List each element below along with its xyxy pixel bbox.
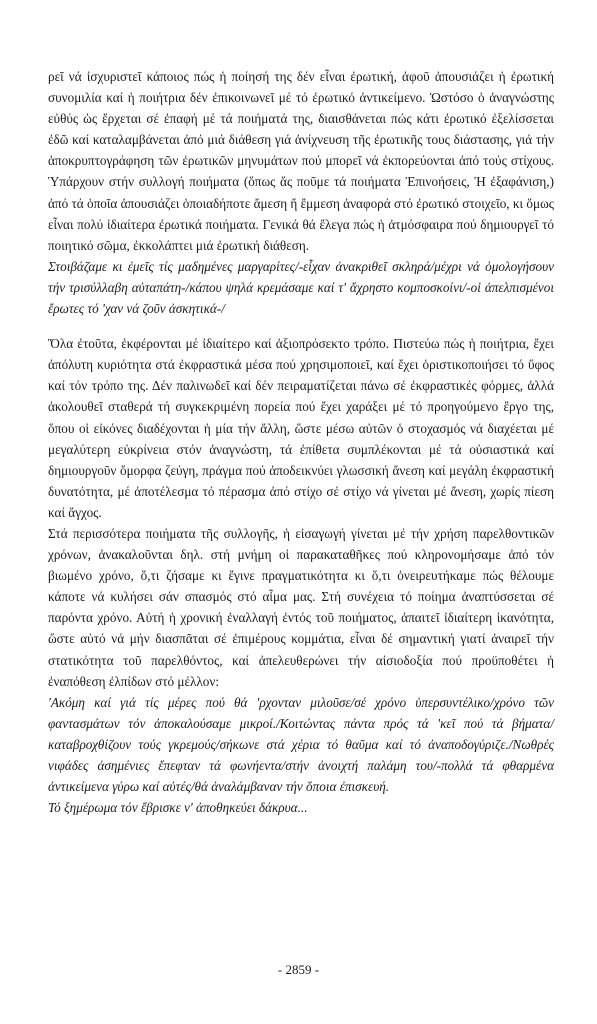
body-paragraph: ρεῖ νά ἰσχυριστεῖ κάποιος πώς ἡ ποίησή της δέν εἶναι ἐρωτική, ἀφοῦ ἀπουσιάζει ἡ ἐρωτική συνομιλία καί ἡ ποιήτρια δέν ἐπικοινωνεῖ μέ τό ἐρωτικό ἀντικείμενο. Ὡστόσο ὁ ἀναγνώστης εὐθύς ὡς ἔρχεται σέ ἐπαφή μέ τά ποιήματά της, διαισθάνεται πώς κάτι ἐρωτικό ἐξελίσσεται ἐδῶ καί καταλαμβάνεται ἀπό μιά διάθεση γιά ἀνίχνευση τῆς ἐρωτικῆς τους διάστασης, γιά τήν ἀποκρυπτογράφηση τῶν ἐρωτικῶν μηνυμάτων πού μπορεῖ νά ἐκπορεύονται ἀπό τούς στίχους. Ὑπάρχουν στήν συλλογή ποιήματα (ὅπως ἄς ποῦμε τά ποιήματα Ἐπινοήσεις, Ἡ ἐξαφάνιση,) ἀπό τά ὁποῖα ἀπουσιάζει ὁποιαδήποτε ἄμεση ἤ ἔμμεση ἀναφορά στό ἐρωτικό στοιχεῖο, κι ὅμως εἶναι πολύ ἰδιαίτερα ἐρωτικά ποιήματα. Γενικά θά ἔλεγα πώς ἡ ἀτμόσφαιρα πού δημιουργεῖ τό ποιητικό σῶμα, ἐκκολάπτει μιά ἐρωτική διάθεση. xyxy=(48,69,554,253)
body-paragraph: Στά περισσότερα ποιήματα τῆς συλλογῆς, ἡ εἰσαγωγή γίνεται μέ τήν χρήση παρελθοντικῶν χρόνων, ἀνακαλοῦνται δηλ. στή μνήμη οἱ παρακαταθῆκες πού κληρονομήσαμε ἀπό τόν βιωμένο χρόνο, ὅ,τι ζήσαμε κι ἔγινε πραγματικότητα κι ὅ,τι ὀνειρευτήκαμε πώς θέλουμε κάποτε νά κυλήσει σάν σπασμός στό αἷμα μας. Στή συνέχεια τό ποίημα ἀναπτύσσεται σέ παρόντα χρόνο. Αὐτή ἡ χρονική ἐναλλαγή ἐντός τοῦ ποιήματος, ἀπαιτεῖ ἰδιαίτερη ἱκανότητα, ὥστε αὐτό νά μήν διασπᾶται σέ ἐπιμέρους κομμάτια, εἶναι δέ σημαντική γιατί ἀναιρεῖ τήν στατικότητα τοῦ παρελθόντος, καί ἀπελευθερώνει τήν αἰσιοδοξία πού προϋποθέτει ἡ ἐναπόθεση ἐλπίδων στό μέλλον: xyxy=(48,525,554,689)
paragraph-gap xyxy=(48,319,554,333)
poem-quote-closing: Τό ξημέρωμα τόν ἔβρισκε ν' ἀποθηκεύει δάκρυα... xyxy=(48,800,308,816)
page-number: - 2859 - xyxy=(277,962,320,977)
document-page xyxy=(48,66,554,818)
poem-quote: Στοιβάζαμε κι ἐμεῖς τίς μαδημένες μαργαρίτες/-εἶχαν ἀνακριθεῖ σκληρά/μέχρι νά ὁμολογήσουν τήν τρισύλλαβη αὐταπάτη-/κάπου ψηλά κρεμάσαμε καί τ' ἄχρηστο κομποσκοίνι/-οἱ ἀπελπισμένοι ἔρωτες τό 'χαν νά ζοῦν ἀσκητικά-/ xyxy=(48,258,554,317)
body-paragraph: Ὅλα ἐτοῦτα, ἐκφέρονται μέ ἰδιαίτερο καί ἀξιοπρόσεκτο τρόπο. Πιστεύω πώς ἡ ποιήτρια, ἔχει ἀπόλυτη κυριότητα στά ἐκφραστικά μέσα πού χρησιμοποιεῖ, καί ἔχει ὁριστικοποιήσει τό ὕφος καί τόν τρόπο της. Δέν παλινωδεῖ καί δέν πειραματίζεται πάνω σέ ἐκφραστικές φόρμες, ἀλλά ἀκολουθεῖ σταθερά τή συγκεκριμένη πορεία πού ἔχει χαράξει μέ τό προηγούμενο ἔργο της, ὅπου οἱ εἰκόνες διαδέχονται ἡ μία τήν ἄλλη, ὥστε μέσω αὐτῶν ὁ στοχασμός νά διαχέεται μέ μεγαλύτερη εὐκρίνεια στόν ἀναγνώστη, τά ἐπίθετα συμπλέκονται μέ τά οὐσιαστικά καί δημιουργοῦν ὄμορφα ζεύγη, πράγμα πού ἀποδεικνύει γλωσσική ἄνεση καί μεγάλη ἐκφραστική δυνατότητα, μέ ἀποτέλεσμα τό πέρασμα ἀπό στίχο σέ στίχο νά γίνεται μέ ἄνεση, χωρίς πίεση καί ἄγχος. xyxy=(48,336,554,520)
poem-quote: 'Ακόμη καί γιά τίς μέρες πού θά 'ρχονταν μιλοῦσε/σέ χρόνο ὑπερσυντέλικο/χρόνο τῶν φαντασμάτων τόν ἀποκαλούσαμε μικροί./Κοιτώντας πάντα πρός τά 'κεῖ πού τά βήματα/καταβροχθίζουν τούς γκρεμούς/σήκωνε στά χέρια τό θαῦμα καί τό ἀναποδογύριζε./Νωθρές νιφάδες ἀσημένιες ἔπεφταν τά φωνήεντα/στήν ἀνοιχτή παλάμη του/-πολλά τά φθαρμένα ἀντικείμενα γύρω καί αὐτές/θά ἀναλάμβαναν τήν ὅποια ἐπισκευή. xyxy=(48,694,554,795)
